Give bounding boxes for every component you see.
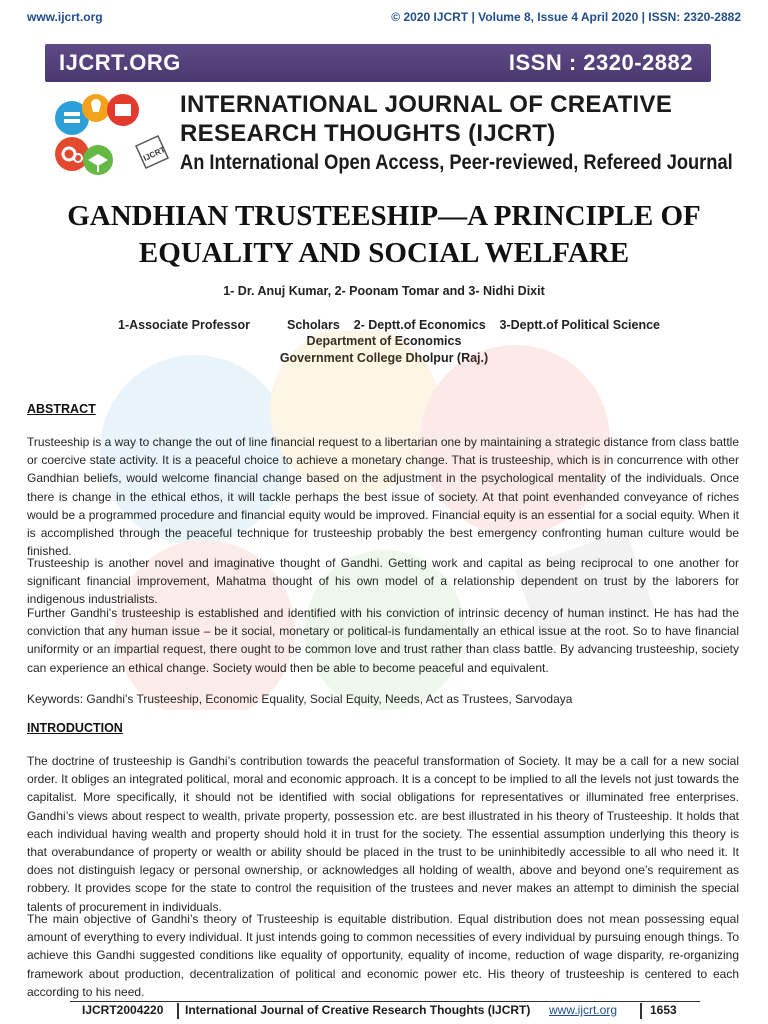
page-footer [70,1001,700,1019]
paper-title [30,198,738,272]
banner-issn: ISSN : 2320-2882 [508,50,693,75]
footer-paper-id: IJCRT2004220 [82,1003,164,1017]
footer-journal-name: International Journal of Creative Research Thoughts (IJCRT) [185,1003,531,1017]
page-header [27,10,741,26]
introduction-paragraph-1: The doctrine of trusteeship is Gandhi’s contribution towards the peaceful transformation of Society. It may be a call for a new social order. It obliges an integrated political, moral and economic approach. It is a concept to be implied to all the levels not just towards the capitalist. More specifically, it should not be identified with social obligations for representatives or illuminated free enterprises. Gandhi’s views about respect to wealth, private property, possession etc. are best illustrated in his theory of Trusteeship. It holds that each individual having wealth and property should hold it in trust for the society. The essential assumption underlying this theory is that overabundance of property or wealth or ability should be placed in the trust to be uninhibitedly accessible to all who need it. It does not distinguish legacy or personal ownership, or acknowledges all holding of wealth, above and beyond one’s requirement as robbery. It provides scope for the state to control the requisition of the trustees and never makes an attempt to diminish the special talents of procurement in individuals. [27,754,739,914]
footer-separator [640,1003,642,1019]
journal-name-line1: INTERNATIONAL JOURNAL OF CREATIVE [180,91,673,118]
paper-title-line2: EQUALITY AND SOCIAL WELFARE [138,237,630,269]
banner-site-name: IJCRT.ORG [59,50,181,75]
introduction-paragraph-2: The main objective of Gandhi’s theory of Trusteeship is equitable distribution. Equal distribution does not mean possessing equal amount of everything to every individual. It just intends going to common necessities of every individual by pursuing enough things. To achieve this Gandhi suggested conditions like equality of opportunity, equality of income, reduction of wage disparity, re-organizing framework about production, decentralization of political and economic power etc. His theory of trusteeship is centered to each according to his need. [27,912,739,999]
footer-page-number: 1653 [650,1003,677,1017]
abstract-heading: ABSTRACT [27,402,96,416]
affiliation-department: Department of Economics [306,334,462,348]
journal-banner [45,44,711,82]
paper-authors: 1- Dr. Anuj Kumar, 2- Poonam Tomar and 3- Nidhi Dixit [223,284,545,298]
ijcrt-logo-icon [50,88,174,184]
footer-rule [70,1001,700,1002]
header-website[interactable]: www.ijcrt.org [27,10,103,24]
journal-title [180,90,733,178]
affiliation-college: Government College Dholpur (Raj.) [279,351,489,365]
abstract-paragraph-1: Trusteeship is a way to change the out of line financial request to a libertarian one by maintaining a strategic distance from class battle or coercive state activity. It is a peaceful choice to achieve a monetary change. That is trusteeship, which is in concurrence with other Gandhian beliefs, would welcome financial change based on the adjustment in the psychological mentality of the individuals. Once there is change in the ethical ethos, it will tackle perhaps the best issue of society. At that point evenhanded conveyance of riches would be a programmed procedure and financial equity would be improved. Financial equity is an essential for a social equity. When it is accomplished through the peaceful technique for trusteeship probably the best emergency confronting human culture would be finished. [27,435,739,559]
footer-url-link[interactable]: www.ijcrt.org [549,1003,618,1017]
affiliation-1: 1-Associate Professor [118,318,251,332]
journal-tagline: An International Open Access, Peer-reviewed, Refereed Journal [180,151,733,174]
paper-title-line1: GANDHIAN TRUSTEESHIP—A PRINCIPLE OF [67,200,701,232]
introduction-heading: INTRODUCTION [27,721,123,735]
footer-separator [177,1003,179,1019]
logo-text: IJCRT [141,145,167,163]
journal-name-line2: RESEARCH THOUGHTS (IJCRT) [180,120,556,147]
header-issue-info: © 2020 IJCRT | Volume 8, Issue 4 April 2020 | ISSN: 2320-2882 [391,10,741,24]
affiliation-2: Scholars 2- Deptt.of Economics 3-Deptt.of Political Science [287,318,660,332]
keywords: Keywords: Gandhi's Trusteeship, Economic Equality, Social Equity, Needs, Act as Trustees, Sarvodaya [27,692,573,706]
abstract-paragraph-2: Trusteeship is another novel and imaginative thought of Gandhi. Getting work and capital as being reciprocal to one another for significant financial improvement, Mahatma thought of his own model of a relationship dependent on trust by the laborers for indigenous industrialists. [27,556,739,607]
abstract-paragraph-3: Further Gandhi's trusteeship is established and identified with his conviction of intrinsic decency of human instinct. He has had the conviction that any human issue – be it social, monetary or political-is fundamentally an ethical issue at the root. So to have financial uniformity or an impartial request, there ought to be common love and trust rather than class battle. By advancing trusteeship, society can experience an ethical change. Society would then be able to become peaceful and equivalent. [27,606,739,675]
